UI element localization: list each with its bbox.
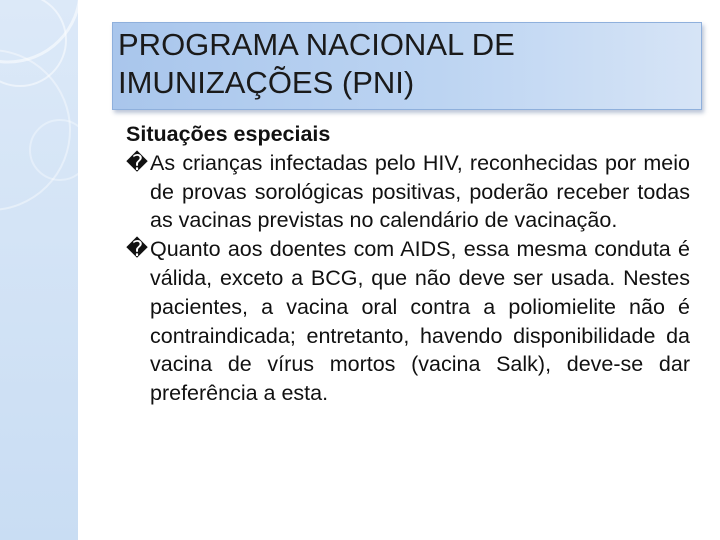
paragraph-text: Quanto aos doentes com AIDS, essa mesma conduta é válida, exceto a BCG, que não deve ser usada. Nestes pacientes, a vacina oral contra a poliomielite não é contraindicada; entretanto, havendo disponibilidade da vacina de vírus mortos (vacina Salk), deve-se dar preferência a esta. — [150, 237, 690, 406]
paragraph-text: As crianças infectadas pelo HIV, reconhecidas por meio de provas sorológicas positivas, poderão receber todas as vacinas previstas no calendário de vacinação. — [150, 150, 690, 233]
section-subtitle: Situações especiais — [126, 122, 331, 146]
decorative-circles — [0, 0, 78, 540]
bullet-glyph: � — [126, 237, 149, 262]
bullet-glyph: � — [126, 150, 149, 175]
slide-body — [126, 120, 690, 408]
page-title: PROGRAMA NACIONAL DE IMUNIZAÇÕES (PNI) — [118, 27, 515, 100]
bullet-paragraph — [126, 235, 690, 408]
decorative-sidebar — [0, 0, 78, 540]
bullet-paragraph — [126, 149, 690, 235]
